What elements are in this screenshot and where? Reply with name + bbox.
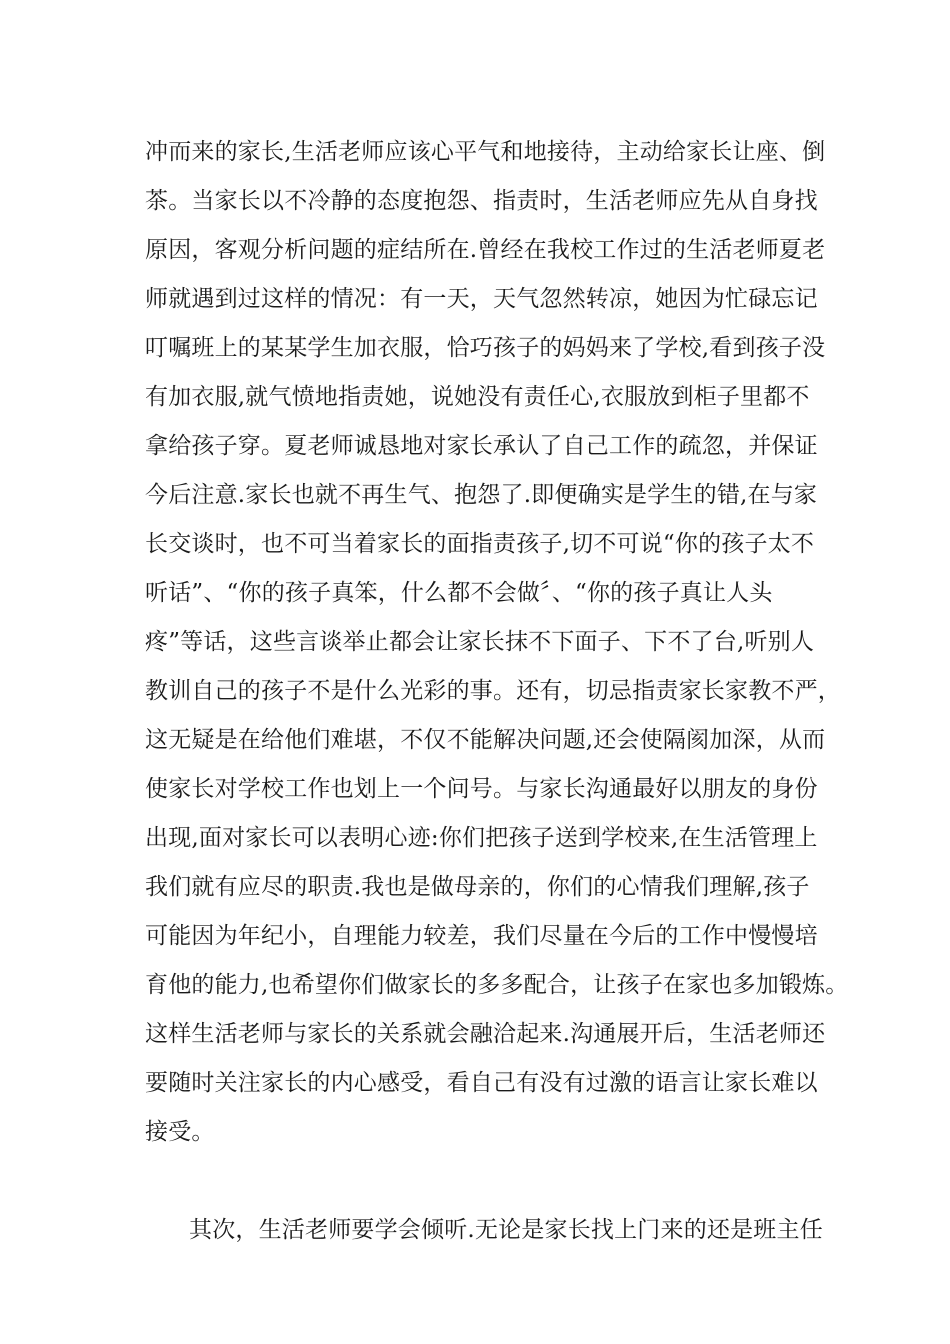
text-line: 听话”、“你的孩子真笨，什么都不会做〞、“你的孩子真让人头 [145,580,773,606]
text-line: 茶。当家长以不冷静的态度抱怨、指责时，生活老师应先从自身找 [145,188,818,214]
text-line: 这无疑是在给他们难堪，不仅不能解决问题,还会使隔阂加深，从而 [145,727,826,753]
text-line: 长交谈时，也不可当着家长的面指责孩子,切不可说“你的孩子太不 [145,531,815,557]
text-line: 师就遇到过这样的情况：有一天，天气忽然转凉，她因为忙碌忘记 [145,286,818,312]
text-line: 拿给孩子穿。夏老师诚恳地对家长承认了自己工作的疏忽，并保证 [145,433,818,459]
text-line: 育他的能力,也希望你们做家长的多多配合，让孩子在家也多加锻炼。 [145,972,849,998]
text-line: 疼”等话，这些言谈举止都会让家长抹不下面子、下不了台,听别人 [145,629,815,655]
text-line: 冲而来的家长,生活老师应该心平气和地接待，主动给家长让座、倒 [145,139,826,165]
text-line: 接受。 [145,1119,215,1145]
text-line: 使家长对学校工作也划上一个问号。与家长沟通最好以朋友的身份 [145,776,818,802]
text-line: 出现,面对家长可以表明心迹:你们把孩子送到学校来,在生活管理上 [145,825,818,851]
text-line: 有加衣服,就气愤地指责她，说她没有责任心,衣服放到柜子里都不 [145,384,810,410]
paragraph-spacer [145,1157,825,1206]
text-line: 我们就有应尽的职责.我也是做母亲的，你们的心情我们理解,孩子 [145,874,810,900]
text-line: 原因，客观分析问题的症结所在.曾经在我校工作过的生活老师夏老 [145,237,826,263]
text-line: 今后注意.家长也就不再生气、抱怨了.即便确实是学生的错,在与家 [145,482,818,508]
text-line: 可能因为年纪小，自理能力较差，我们尽量在今后的工作中慢慢培 [145,923,818,949]
text-line: 教训自己的孩子不是什么光彩的事。还有，切忌指责家长家教不严， [145,678,841,704]
text-line: 叮嘱班上的某某学生加衣服，恰巧孩子的妈妈来了学校,看到孩子没 [145,335,826,361]
text-line: 要随时关注家长的内心感受，看自己有没有过激的语言让家长难以 [145,1070,818,1096]
paragraph-start-line: 其次，生活老师要学会倾听.无论是家长找上门来的还是班主任 [189,1217,823,1243]
body-text [145,128,849,1255]
text-line: 这样生活老师与家长的关系就会融洽起来.沟通展开后，生活老师还 [145,1021,826,1047]
